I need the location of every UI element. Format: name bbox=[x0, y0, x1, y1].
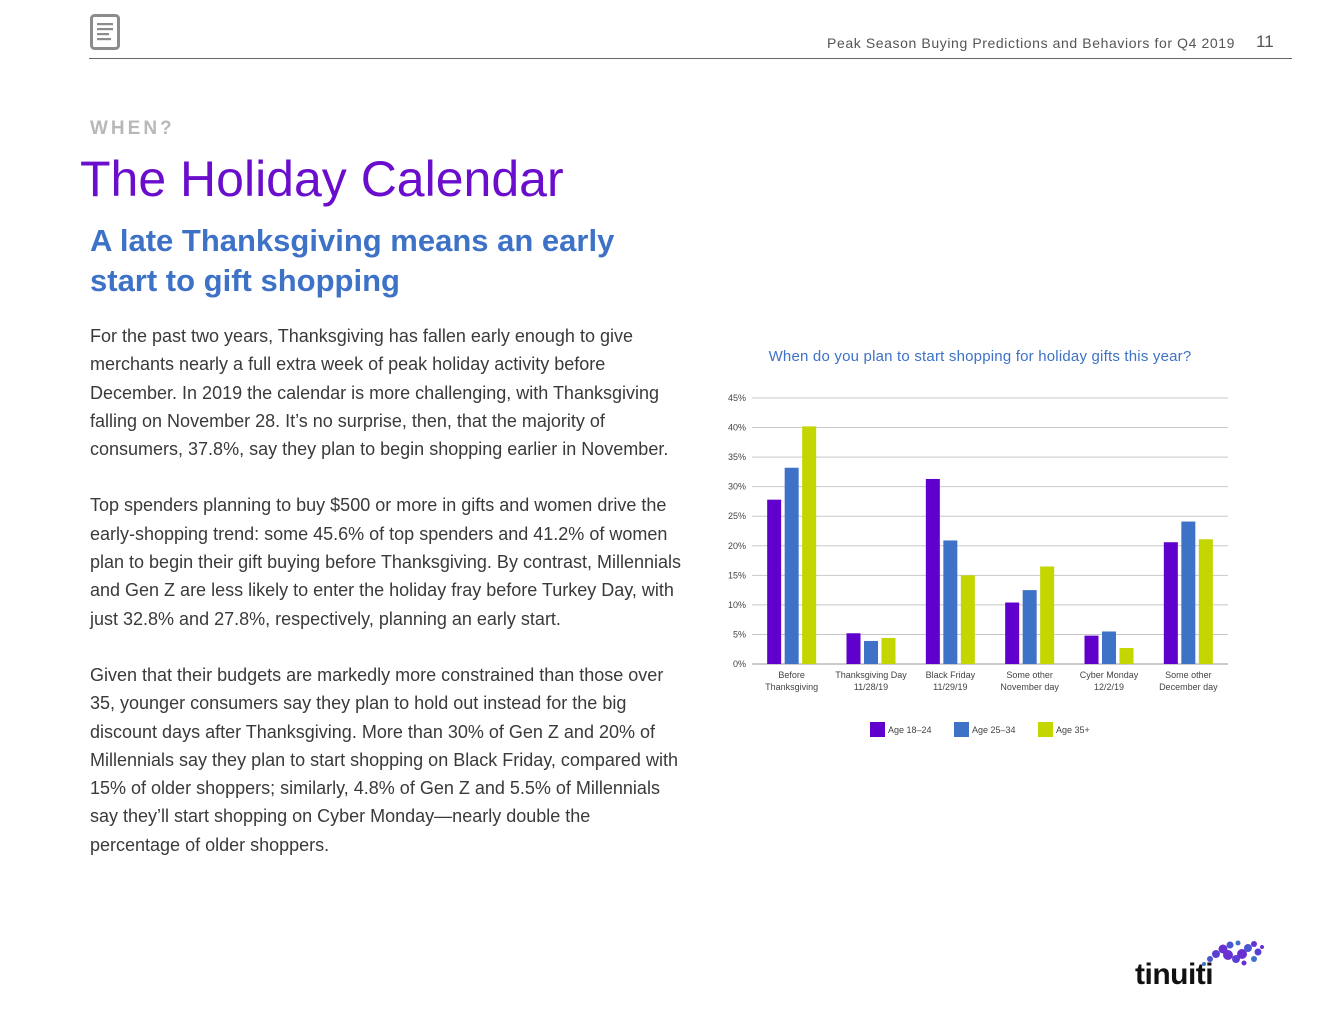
x-tick-label: 11/28/19 bbox=[853, 682, 889, 692]
body-paragraph-3: Given that their budgets are markedly more constrained than those over 35, younger consumers say they plan to hold out instead for the big discount days after Thanksgiving. More than 30% of Gen Z and 20% of Millennials say they plan to start shopping on Black Friday, compared with 15% of older shoppers; similarly, 4.8% of Gen Z and 5.5% of Millennials say they’ll start shopping on Cyber Monday—nearly double the percentage of older shoppers. bbox=[90, 664, 678, 855]
x-tick-label: 12/2/19 bbox=[1093, 682, 1125, 692]
x-tick-label: Cyber Monday bbox=[1079, 670, 1139, 680]
y-tick-label: 5% bbox=[732, 629, 746, 640]
body-paragraph-1: For the past two years, Thanksgiving has fallen early enough to give merchants nearly a full extra week of peak holiday activity before December. In 2019 the calendar is more challenging, with Thanksgiving falling on November 28. It’s no surprise, then, that the majority of consumers, 37.8%, say they plan to begin shopping earlier in November. bbox=[90, 326, 669, 460]
y-tick-label: 40% bbox=[727, 422, 746, 433]
chart-canvas bbox=[700, 340, 1260, 750]
document-icon bbox=[90, 14, 120, 50]
header-divider bbox=[89, 58, 1292, 59]
x-tick-label: 11/29/19 bbox=[933, 682, 968, 692]
bar bbox=[1085, 636, 1099, 664]
bar-chart bbox=[700, 340, 1260, 750]
bar bbox=[1005, 603, 1019, 664]
chart-title: When do you plan to start shopping for holiday gifts this year? bbox=[768, 348, 1192, 365]
body-paragraph-2: Top spenders planning to buy $500 or more in gifts and women drive the early-shopping trend: some 45.6% of top spenders and 41.2% of women plan to begin their gift buying before Thanksgiving. By contrast, Millennials and Gen Z are less likely to enter the holiday fray before Turkey Day, with just 32.8% and 27.8%, respectively, planning an early start. bbox=[90, 495, 682, 629]
y-tick-label: 10% bbox=[727, 599, 746, 610]
x-tick-label: Before bbox=[778, 670, 805, 680]
bar bbox=[1120, 648, 1134, 664]
bar bbox=[785, 468, 799, 664]
y-tick-label: 0% bbox=[732, 659, 746, 669]
bar bbox=[1181, 522, 1195, 664]
x-tick-label: Thanksgiving bbox=[765, 682, 819, 692]
x-tick-label: December day bbox=[1159, 682, 1218, 692]
bar bbox=[1040, 566, 1054, 664]
bar bbox=[847, 633, 861, 664]
y-tick-label: 45% bbox=[727, 393, 746, 403]
legend-label: Age 35+ bbox=[1056, 725, 1090, 735]
bar bbox=[767, 500, 781, 664]
x-tick-label: Some other bbox=[1006, 670, 1053, 680]
bar bbox=[1102, 631, 1116, 664]
subheading: A late Thanksgiving means an early start to gift shopping bbox=[90, 223, 615, 298]
x-tick-label: November day bbox=[1000, 682, 1059, 692]
legend-swatch bbox=[1038, 722, 1053, 737]
body-text bbox=[90, 322, 684, 887]
bar bbox=[961, 575, 975, 664]
legend-swatch bbox=[954, 722, 969, 737]
legend-label: Age 18–24 bbox=[888, 725, 932, 735]
bar bbox=[802, 426, 816, 664]
section-eyebrow: WHEN? bbox=[90, 118, 175, 139]
bar bbox=[926, 479, 940, 664]
y-tick-label: 15% bbox=[727, 570, 746, 581]
y-tick-label: 25% bbox=[727, 511, 746, 522]
x-tick-label: Black Friday bbox=[925, 670, 976, 680]
bar bbox=[1023, 590, 1037, 664]
x-tick-label: Thanksgiving Day bbox=[835, 670, 907, 680]
y-tick-label: 35% bbox=[727, 452, 746, 463]
y-tick-label: 30% bbox=[727, 481, 746, 492]
header-title: Peak Season Buying Predictions and Behaviors for Q4 2019 bbox=[827, 35, 1235, 51]
logo-wordmark: tinuiti bbox=[1135, 958, 1214, 991]
page-title: The Holiday Calendar bbox=[80, 151, 564, 207]
bar bbox=[1199, 539, 1213, 664]
bar bbox=[943, 540, 957, 664]
tinuiti-logo bbox=[1130, 935, 1270, 995]
page-number: 11 bbox=[1256, 32, 1274, 51]
bar bbox=[882, 638, 896, 664]
legend-label: Age 25–34 bbox=[972, 725, 1016, 735]
y-tick-label: 20% bbox=[727, 540, 746, 551]
bar bbox=[864, 641, 878, 664]
bar bbox=[1164, 542, 1178, 664]
x-tick-label: Some other bbox=[1165, 670, 1212, 680]
legend-swatch bbox=[870, 722, 885, 737]
